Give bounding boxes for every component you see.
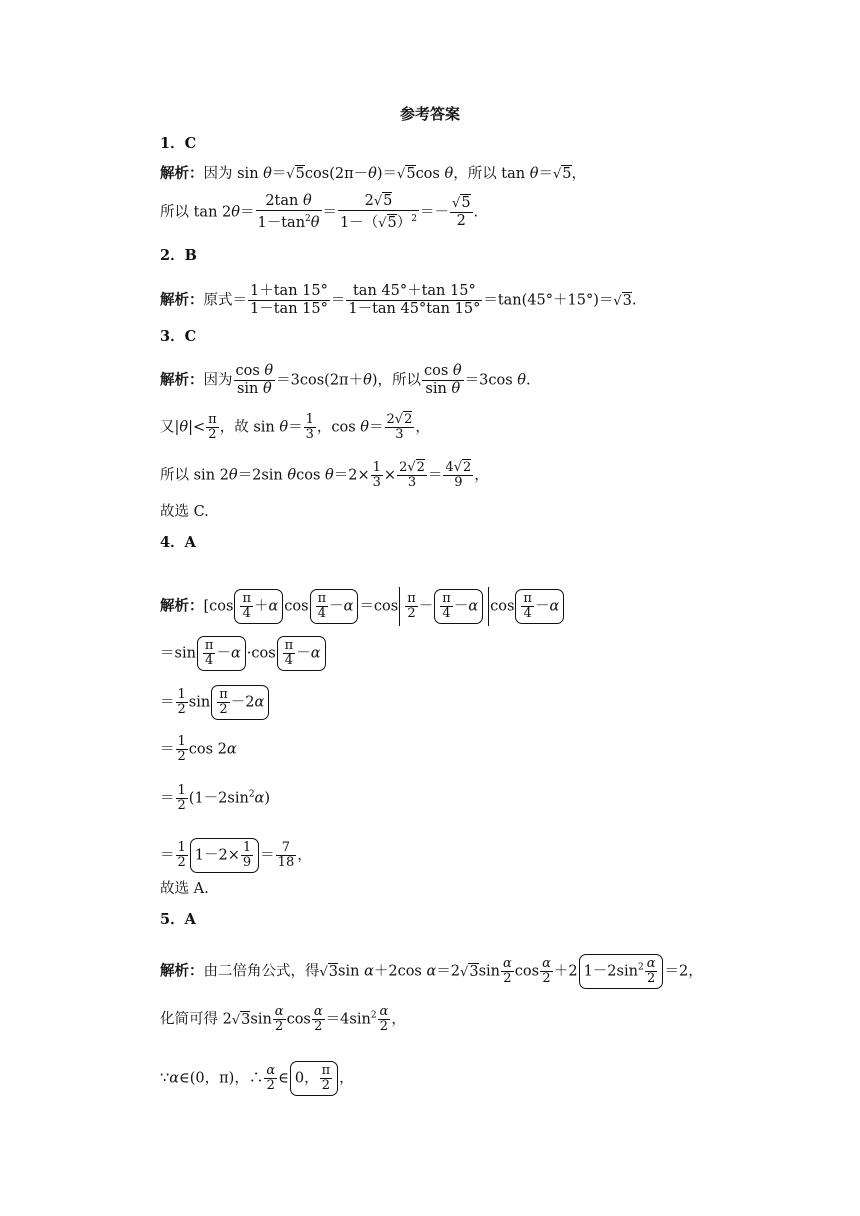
theta: θ: [287, 467, 297, 484]
q3-line3: [160, 461, 489, 490]
text: ＝: [322, 204, 338, 221]
text: 因为: [203, 372, 233, 389]
fraction: $\frac{2√2}{3}$: [386, 412, 413, 442]
text: ＝sin: [160, 645, 196, 662]
text: cos: [286, 1011, 311, 1028]
sqrt: √3: [319, 963, 339, 980]
text: ，: [391, 1011, 406, 1028]
bracket-group: $\frac{\pi}{2}$ － $\frac{\pi}{4}$ －α: [399, 587, 489, 626]
text: ＝: [160, 790, 175, 807]
theta: θ: [368, 166, 377, 182]
fraction: $\frac{7}{18}$: [277, 840, 295, 870]
fraction: $\frac{4√2}{9}$: [445, 460, 472, 490]
text: ＝2×: [333, 467, 370, 484]
text: ＝2sin: [237, 467, 288, 484]
paren-group: $\frac{\pi}{4}$ －α: [310, 589, 359, 624]
superscript: 2: [248, 789, 255, 800]
text: ，故 sin: [219, 419, 280, 436]
q2-line1: [160, 283, 637, 318]
theta: θ: [325, 467, 334, 484]
theta: θ: [231, 204, 240, 221]
theta: θ: [263, 166, 272, 182]
fraction: $\frac{\alpha}{2}$: [266, 1063, 276, 1093]
text: sin: [478, 963, 500, 980]
q5-line2: [160, 1005, 406, 1034]
fraction: $\frac{√5}{2}$: [452, 194, 471, 229]
q4-label: 解析：: [160, 597, 204, 615]
theta: θ: [360, 419, 370, 436]
text: ＝2: [436, 963, 461, 980]
sqrt: √3: [460, 963, 479, 980]
q1-line2: [160, 193, 478, 232]
text: )，所以: [371, 372, 421, 389]
text: cos(2π－: [304, 166, 369, 182]
text: 所以 tan 2: [160, 204, 232, 221]
fraction: $\frac{\alpha}{2}$: [274, 1004, 284, 1034]
theta: θ: [363, 372, 372, 389]
paren-group: 1－2× $\frac{1}{9}$: [190, 838, 259, 873]
text: ＝: [369, 419, 384, 436]
q4-line4: [160, 735, 237, 764]
sqrt: √3: [231, 1011, 251, 1028]
superscript: 2: [370, 1010, 377, 1021]
text: ＝: [330, 292, 346, 309]
text: ＝2，: [664, 963, 703, 980]
text: .: [526, 372, 531, 389]
text: ∵: [160, 1070, 170, 1087]
text: ＝: [427, 467, 443, 484]
q4-line2: [160, 636, 327, 671]
q3-line1: [160, 363, 531, 398]
alpha: α: [254, 790, 265, 807]
text: )＝: [376, 166, 398, 182]
text: ＝: [271, 166, 287, 182]
alpha: α: [226, 741, 237, 758]
paren-group: $\frac{\pi}{4}$ －α: [277, 636, 326, 671]
text: .: [473, 204, 479, 221]
fraction: $\frac{\alpha}{2}$: [502, 956, 512, 986]
text: [cos: [203, 598, 234, 615]
fraction: $\frac{1}{2}$: [177, 783, 186, 813]
q3-line2: [160, 413, 430, 442]
q4-line5: [160, 784, 270, 813]
text: ＝4sin: [325, 1011, 371, 1028]
text: ×: [383, 467, 397, 484]
q1-label: 解析：: [160, 165, 204, 182]
text: ·cos: [246, 645, 276, 662]
sqrt: √5: [286, 166, 305, 182]
q3-heading: 3．C: [160, 328, 197, 345]
q3-label: 解析：: [160, 371, 204, 389]
q5-heading: 5．A: [160, 911, 196, 928]
page-title: 参考答案: [399, 105, 460, 123]
fraction: $\frac{1}{3}$: [305, 412, 314, 442]
text: ＝3cos: [464, 372, 518, 389]
text: ，: [474, 467, 489, 484]
fraction: $\frac{1}{3}$: [372, 460, 381, 490]
q4-heading: 4．A: [160, 534, 196, 551]
text: ＋2cos: [373, 963, 427, 980]
text: ＝: [420, 204, 435, 221]
text: ，cos: [316, 419, 361, 436]
paren-group: $\frac{\pi}{4}$ －α: [515, 589, 564, 624]
fraction: $\frac{\alpha}{2}$: [313, 1004, 323, 1034]
text: ＝cos: [359, 598, 399, 615]
text: 又|: [160, 419, 180, 436]
fraction: $\frac{\pi}{2}$: [208, 412, 217, 442]
fraction: $\frac{2√2}{3}$: [399, 460, 425, 490]
text: ，所以 tan: [453, 166, 530, 182]
text: ＝: [240, 204, 255, 221]
text: ＋2: [553, 963, 578, 980]
text: 由二倍角公式，得: [203, 963, 320, 980]
text: cos: [296, 467, 326, 484]
text: ＝3cos(2π＋: [276, 372, 364, 389]
q5-label: 解析：: [160, 962, 204, 980]
text: sin: [188, 694, 211, 711]
text: ＝: [160, 694, 175, 711]
q2-heading: 2．B: [160, 247, 197, 264]
q1-heading: 1．C: [160, 135, 197, 152]
text: 所以 sin 2: [160, 467, 229, 484]
text: cos: [284, 598, 309, 615]
q5-line3: [160, 1061, 354, 1096]
fraction: $\frac{2√5}{1-(√5)^2}$: [340, 193, 418, 231]
text: ＝: [160, 741, 175, 758]
text: sin: [250, 1011, 272, 1028]
fraction: $\frac{1+\tan 15^\circ}{1-\tan 15^\circ}$: [250, 283, 328, 317]
fraction: $\frac{1}{2}$: [177, 840, 186, 870]
paren-group: $1-2\sin^2$ $\frac{\alpha}{2}$: [579, 954, 664, 989]
fraction: $\frac{\tan 45^\circ+\tan 15^\circ}{1-\tan 45^\circ\tan 15^\circ}$: [348, 283, 481, 317]
sqrt: √3: [613, 292, 632, 309]
text: 化简可得 2: [160, 1011, 232, 1028]
q1-line1: [160, 164, 586, 185]
theta: θ: [279, 419, 289, 436]
sqrt: √5: [397, 166, 416, 182]
text: ∈(0，π)，∴: [179, 1070, 264, 1087]
text: cos: [514, 963, 540, 980]
text: cos: [490, 598, 515, 615]
q4-line6: [160, 838, 312, 873]
fraction: $\frac{1}{2}$: [177, 734, 186, 764]
alpha: α: [426, 963, 437, 980]
text: cos 2: [188, 741, 227, 758]
text: ＝: [160, 847, 175, 864]
theta: θ: [228, 467, 238, 484]
text: ＝: [538, 166, 553, 182]
text: －: [434, 204, 450, 221]
text: 因为 sin: [203, 166, 264, 182]
q3-conclusion: 故选 C.: [160, 504, 209, 520]
paren-group: $\frac{\pi}{2}$ －2α: [211, 685, 269, 720]
paren-group: 0， $\frac{\pi}{2}$: [290, 1061, 338, 1096]
text: .: [631, 292, 637, 309]
text: ＝: [288, 419, 303, 436]
q2-label: 解析：: [160, 291, 204, 309]
paren-group: $\frac{\pi}{4}$ －α: [197, 636, 246, 671]
q4-line1: [160, 587, 565, 626]
text: cos: [415, 166, 445, 182]
text: sin: [338, 963, 365, 980]
alpha: α: [364, 963, 374, 980]
text: |<: [188, 419, 206, 436]
theta: θ: [444, 166, 454, 182]
text: ∈: [278, 1070, 289, 1087]
fraction: $\frac{\text{cos θ}}{\text{sin θ}}$: [235, 363, 274, 397]
fraction: $\frac{\text{2tan θ}}{1-\tan^2\theta}$: [257, 193, 320, 231]
fraction: $\frac{\alpha}{2}$: [379, 1004, 389, 1034]
text: ＝tan(45°＋15°)＝: [483, 292, 614, 309]
alpha: α: [169, 1070, 180, 1087]
text: (1－2sin: [188, 790, 249, 807]
fraction: $\frac{\alpha}{2}$: [542, 956, 551, 986]
paren-group: $\frac{\pi}{4}$ ＋α: [234, 589, 283, 624]
q4-conclusion: 故选 A.: [160, 881, 209, 897]
text: ，: [297, 847, 312, 864]
text: ，: [415, 419, 430, 436]
fraction: $\frac{1}{2}$: [177, 687, 186, 717]
text: 原式＝: [203, 292, 247, 309]
theta: θ: [517, 372, 526, 389]
text: ，: [571, 166, 586, 182]
theta: θ: [179, 419, 189, 436]
text: ，: [339, 1070, 354, 1087]
text: ＝: [260, 847, 275, 864]
theta: θ: [529, 166, 539, 182]
fraction: $\frac{\text{cos θ}}{\text{sin θ}}$: [423, 363, 462, 397]
text: ): [264, 790, 271, 807]
sqrt: √5: [552, 166, 572, 182]
q5-line1: [160, 954, 703, 989]
q4-line3: [160, 685, 270, 720]
